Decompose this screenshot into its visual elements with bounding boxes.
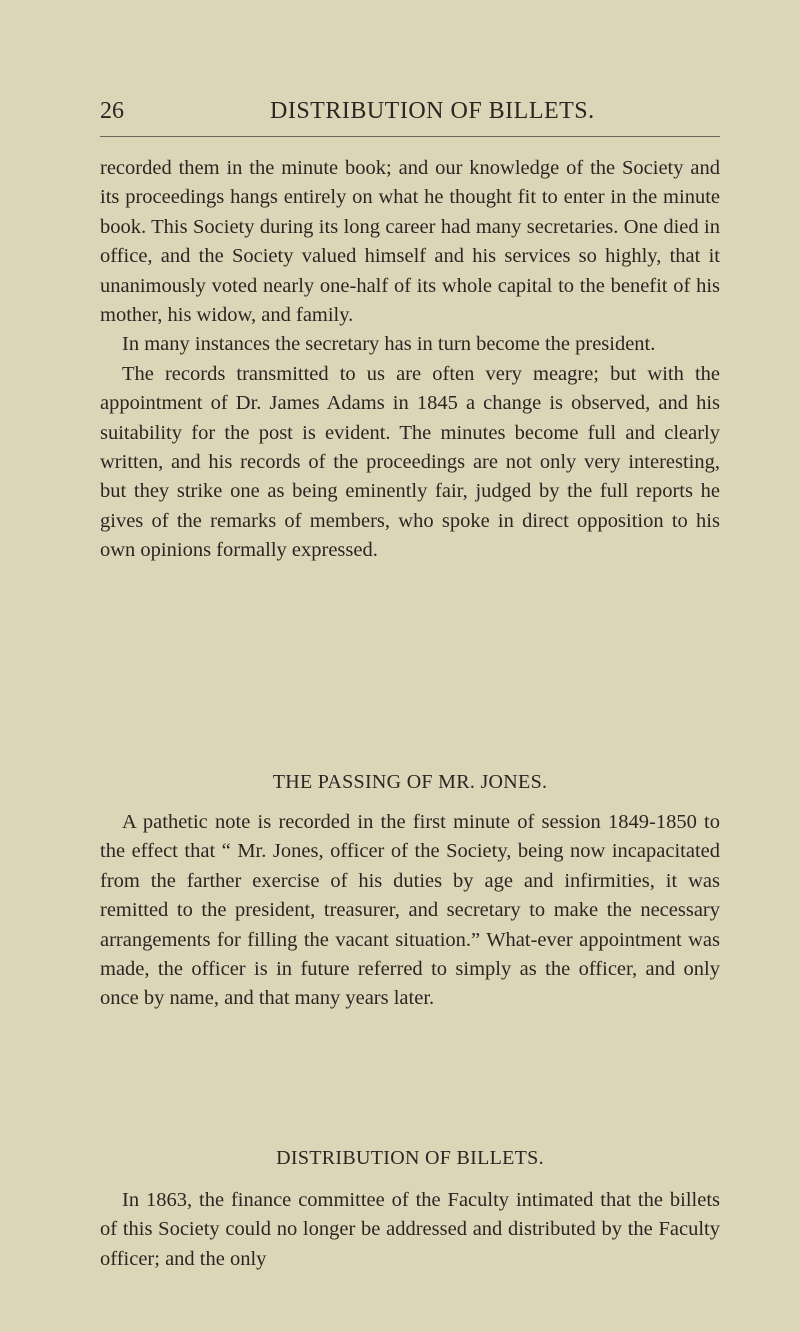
paragraph-billets: In 1863, the finance committee of the Faculty intimated that the billets of this Society could no longer be addressed and distributed by the Faculty officer; and the only [100, 1189, 720, 1270]
text-block-1 [100, 154, 720, 566]
page-number: 26 [100, 98, 124, 124]
text-block-3 [100, 1186, 720, 1274]
paragraph-records: The records transmitted to us are often very meagre; but with the appointment of Dr. James Adams in 1845 a change is observed, and his suitability for the post is evident. The minutes become full and clearly written, and his records of the proceedings are not only very interesting, but they strike one as being eminently fair, judged by the full reports he gives of the remarks of members, who spoke in direct opposition to his own opinions formally expressed. [100, 362, 720, 562]
paragraph-continued: recorded them in the minute book; and our knowledge of the Society and its proceedings hangs entirely on what he thought fit to enter in the minute book. This Society during its long career had many secretaries. One died in office, and the Society valued himself and his services so highly, that it unanimously voted nearly one-half of its whole capital to the benefit of his mother, his widow, and family. [100, 157, 720, 327]
section-heading-passing-of-mr-jones: THE PASSING OF MR. JONES. [272, 771, 548, 793]
running-head [100, 94, 720, 128]
header-rule [100, 136, 720, 137]
text-block-2 [100, 808, 720, 1014]
paragraph-secretary-president: In many instances the secretary has in turn become the president. [122, 333, 656, 356]
running-title: DISTRIBUTION OF BILLETS. [270, 98, 595, 124]
paragraph-mr-jones: A pathetic note is recorded in the first minute of session 1849-1850 to the effect that “ Mr. Jones, officer of the Society, being now incapacitated from the farther exercise of his duties by age and infirmities, it was remitted to the president, treasurer, and secretary to make the necessary arrangements for filling the vacant situation.” What-ever appointment was made, the officer is in future referred to simply as the officer, and only once by name, and that many years later. [100, 811, 720, 1010]
section-heading-distribution-of-billets: DISTRIBUTION OF BILLETS. [276, 1147, 544, 1169]
